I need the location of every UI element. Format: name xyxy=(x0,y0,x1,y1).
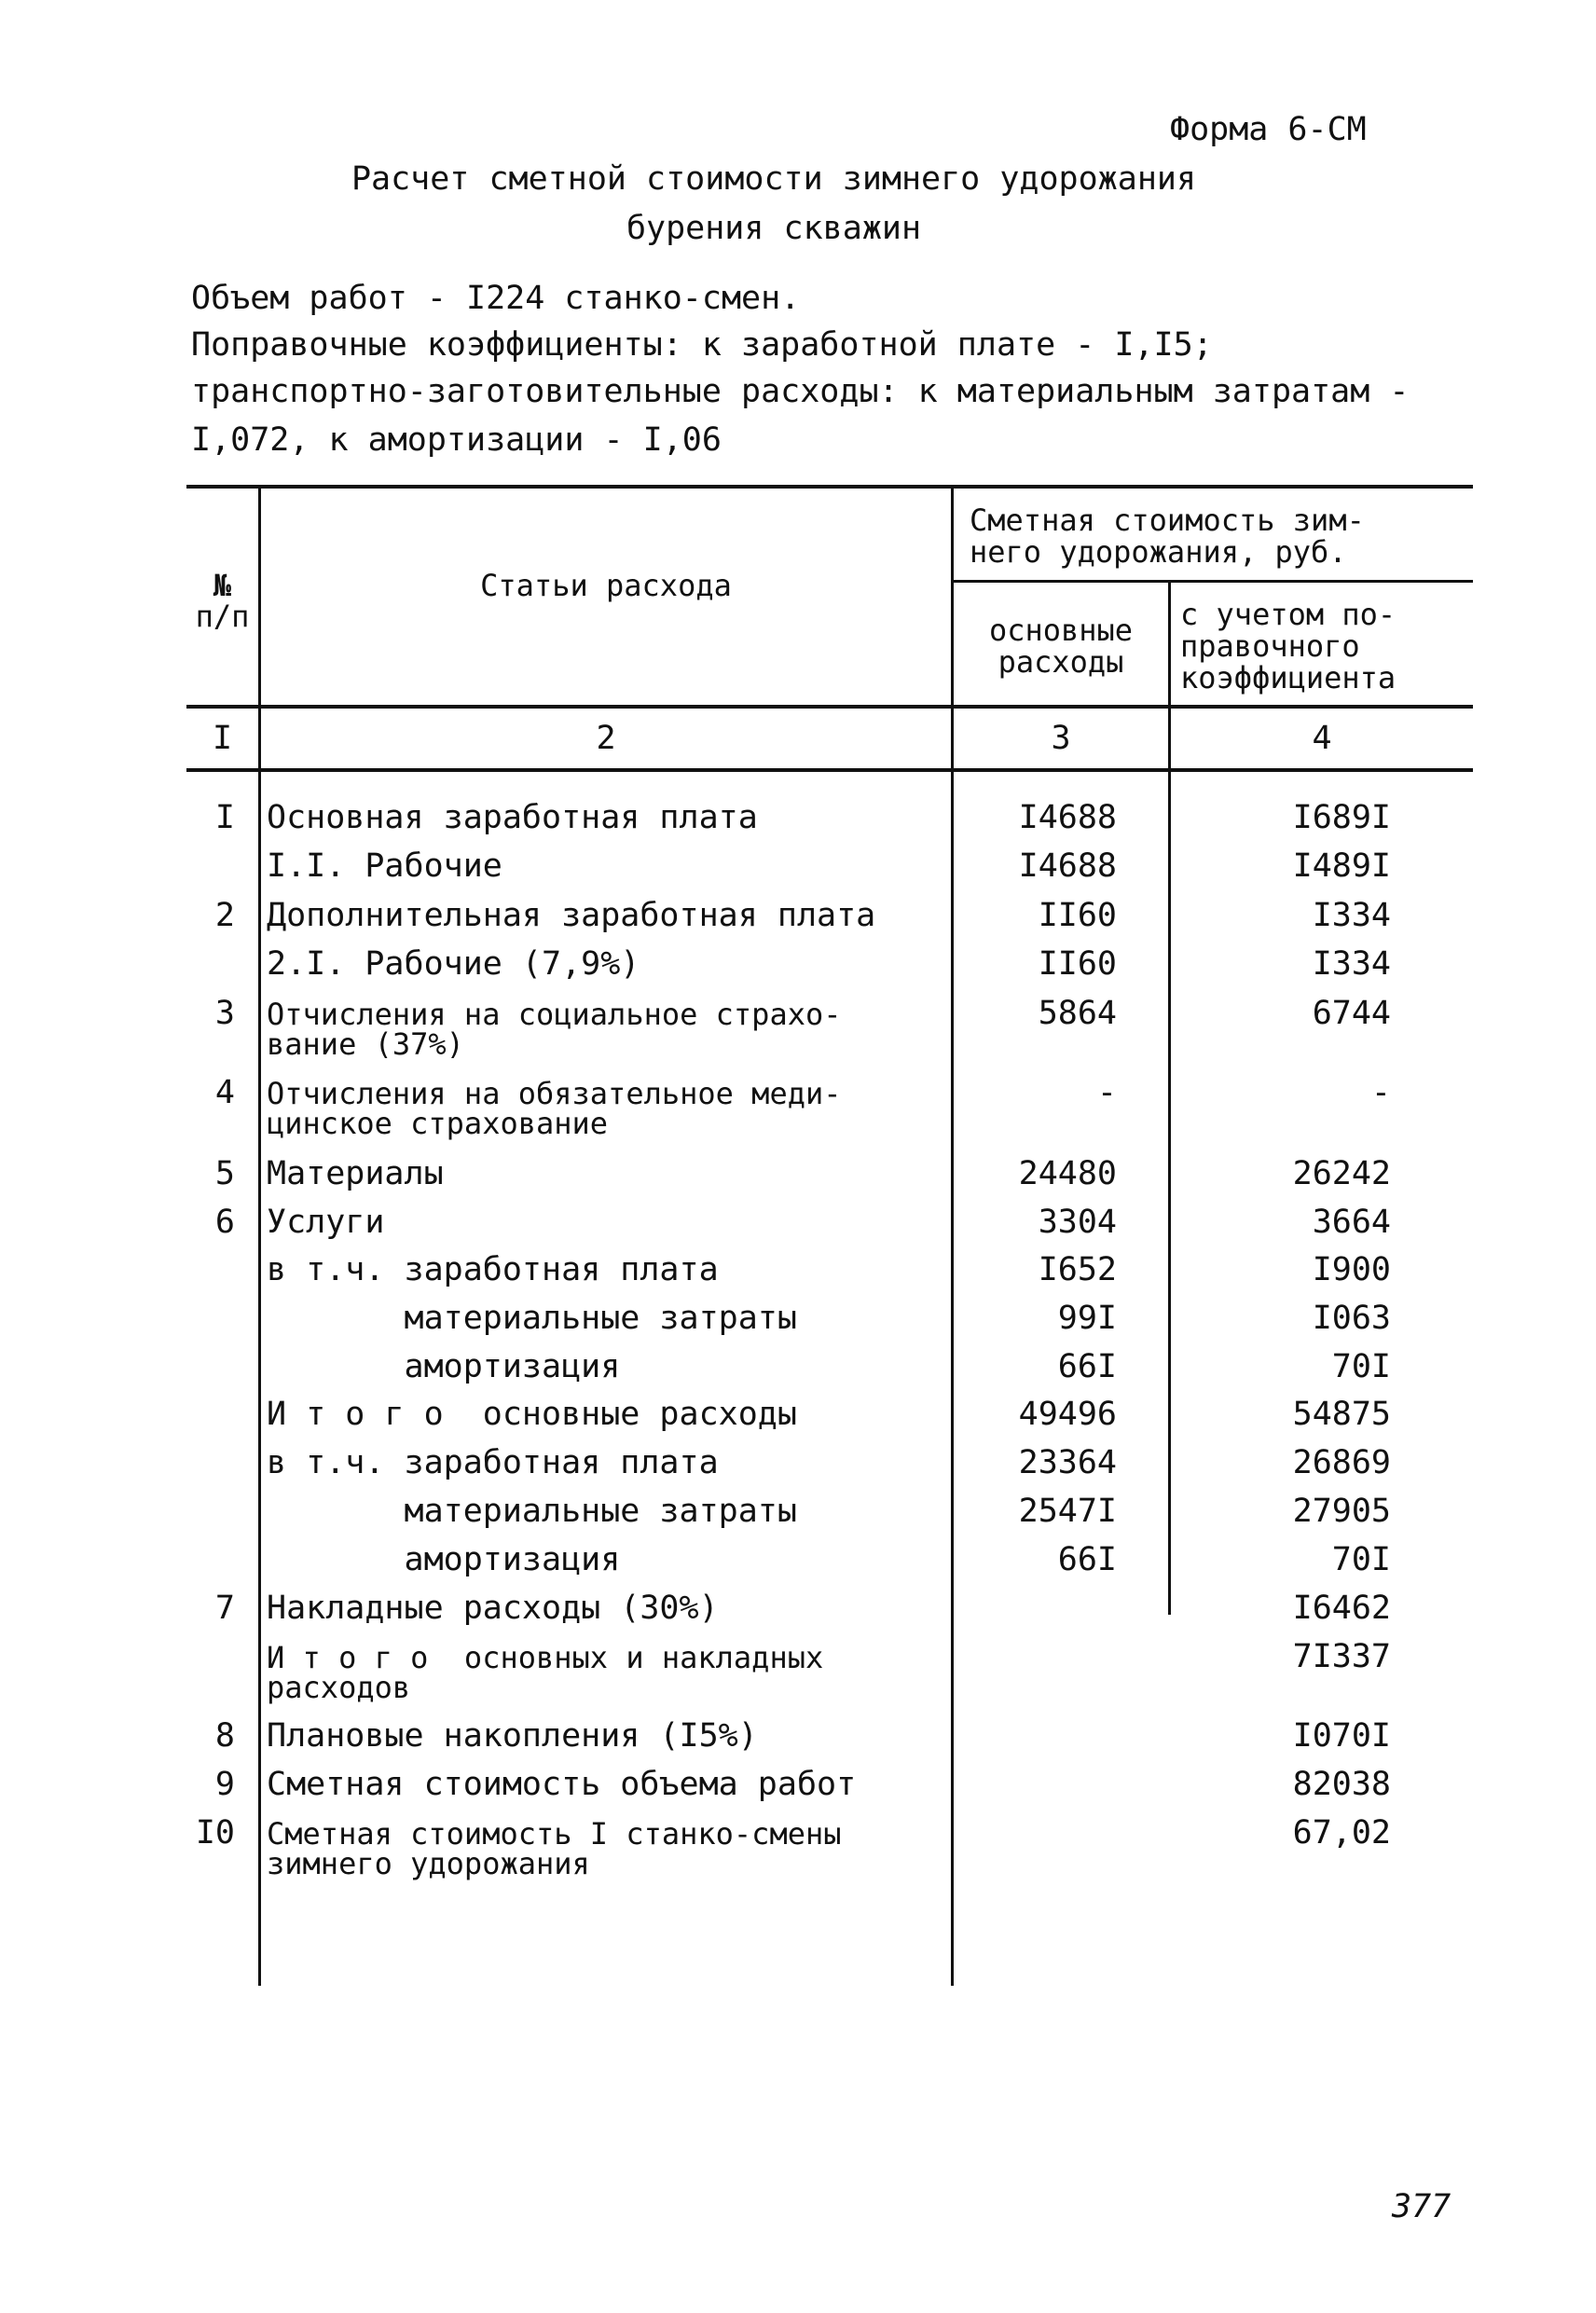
row-number: 9 xyxy=(214,1766,235,1803)
intro-line-3: транспортно-заготовительные расходы: к материальным затратам - xyxy=(191,373,1410,410)
group-header-rule xyxy=(953,580,1473,583)
cell-adjusted-cost: I489I xyxy=(1292,847,1391,885)
row-label: Сметная стоимость I станко-смены xyxy=(267,1816,842,1852)
row-number: 6 xyxy=(214,1204,235,1241)
cell-adjusted-cost: I334 xyxy=(1312,897,1391,934)
row-number: 8 xyxy=(214,1717,235,1755)
row-label-continued: расходов xyxy=(267,1670,411,1705)
cell-base-cost: - xyxy=(1096,1074,1117,1111)
row-number: I0 xyxy=(195,1814,235,1852)
row-number: I xyxy=(214,799,235,836)
row-label: материальные затраты xyxy=(267,1300,797,1337)
row-label: амортизация xyxy=(267,1348,621,1385)
row-label: в т.ч. заработная плата xyxy=(267,1251,719,1288)
cell-base-cost: 49496 xyxy=(1018,1396,1117,1433)
header-bottom-rule xyxy=(186,705,1473,709)
row-number: 2 xyxy=(214,897,235,934)
cell-adjusted-cost: 82038 xyxy=(1292,1766,1391,1803)
cell-base-cost: 99I xyxy=(1057,1300,1117,1337)
numbers-row-rule xyxy=(186,768,1473,772)
row-label-continued: цинское страхование xyxy=(267,1106,609,1141)
row-label: Отчисления на социальное страхо- xyxy=(267,997,842,1032)
row-label: Плановые накопления (I5%) xyxy=(267,1717,758,1755)
row-label: Отчисления на обязательное меди- xyxy=(267,1076,842,1111)
cell-base-cost: II60 xyxy=(1038,945,1117,983)
cell-base-cost: II60 xyxy=(1038,897,1117,934)
row-label: амортизация xyxy=(267,1541,621,1578)
row-label: Материалы xyxy=(267,1155,444,1192)
cell-adjusted-cost: 70I xyxy=(1331,1348,1391,1385)
header-cost-group-1: Сметная стоимость зим- xyxy=(970,503,1365,538)
title-line-1: Расчет сметной стоимости зимнего удорожания xyxy=(351,160,1197,198)
row-label-continued: вание (37%) xyxy=(267,1026,464,1062)
col-number-3: 3 xyxy=(1051,720,1071,757)
cell-adjusted-cost: I334 xyxy=(1312,945,1391,983)
header-col4-line3: коэффициента xyxy=(1180,660,1396,695)
header-num-pp: п/п xyxy=(195,599,250,634)
cell-base-cost: 23364 xyxy=(1018,1444,1117,1481)
table-top-rule xyxy=(186,485,1473,489)
row-number: 3 xyxy=(214,995,235,1032)
cell-adjusted-cost: I6462 xyxy=(1292,1590,1391,1627)
row-label: Накладные расходы (30%) xyxy=(267,1590,719,1627)
header-articles: Статьи расхода xyxy=(480,568,732,603)
cell-adjusted-cost: I900 xyxy=(1312,1251,1391,1288)
cell-base-cost: I652 xyxy=(1038,1251,1117,1288)
cell-adjusted-cost: 67,02 xyxy=(1292,1814,1391,1852)
cell-adjusted-cost: I070I xyxy=(1292,1717,1391,1755)
row-label: материальные затраты xyxy=(267,1493,797,1530)
row-label: Сметная стоимость объема работ xyxy=(267,1766,857,1803)
cell-adjusted-cost: 7I337 xyxy=(1292,1638,1391,1675)
cell-adjusted-cost: 26869 xyxy=(1292,1444,1391,1481)
header-col3-line2: расходы xyxy=(998,644,1124,680)
cell-base-cost: 66I xyxy=(1057,1541,1117,1578)
cell-adjusted-cost: - xyxy=(1370,1074,1391,1111)
row-label: Основная заработная плата xyxy=(267,799,758,836)
row-number: 7 xyxy=(214,1590,235,1627)
header-col4-line1: с учетом по- xyxy=(1180,597,1396,632)
col-divider-1 xyxy=(258,485,261,1986)
header-col3-line1: основные xyxy=(988,613,1134,648)
page-number: 377 xyxy=(1392,2188,1452,2225)
cell-adjusted-cost: 70I xyxy=(1331,1541,1391,1578)
cell-base-cost: 24480 xyxy=(1018,1155,1117,1192)
cell-base-cost: I4688 xyxy=(1018,799,1117,836)
header-num-sign: № xyxy=(213,568,232,603)
header-col4-line2: правочного xyxy=(1180,628,1360,664)
cell-adjusted-cost: I689I xyxy=(1292,799,1391,836)
col-number-1: I xyxy=(212,720,233,757)
intro-line-1: Объем работ - I224 станко-смен. xyxy=(191,280,801,317)
col-number-4: 4 xyxy=(1312,720,1332,757)
title-line-2: бурения скважин xyxy=(626,210,922,247)
row-label-continued: зимнего удорожания xyxy=(267,1846,590,1881)
col-number-2: 2 xyxy=(596,720,616,757)
row-label: 2.I. Рабочие (7,9%) xyxy=(267,945,640,983)
cell-adjusted-cost: 27905 xyxy=(1292,1493,1391,1530)
row-label: И т о г о основных и накладных xyxy=(267,1640,824,1675)
cell-adjusted-cost: I063 xyxy=(1312,1300,1391,1337)
intro-line-2: Поправочные коэффициенты: к заработной плате - I,I5; xyxy=(191,326,1213,364)
cell-base-cost: 66I xyxy=(1057,1348,1117,1385)
row-label: в т.ч. заработная плата xyxy=(267,1444,719,1481)
cell-base-cost: 5864 xyxy=(1038,995,1117,1032)
row-number: 5 xyxy=(214,1155,235,1192)
row-label: I.I. Рабочие xyxy=(267,847,502,885)
intro-line-4: I,072, к амортизации - I,06 xyxy=(191,421,722,459)
header-cost-group-2: него удорожания, руб. xyxy=(970,534,1347,570)
row-label: Услуги xyxy=(267,1204,385,1241)
cell-base-cost: I4688 xyxy=(1018,847,1117,885)
cell-adjusted-cost: 6744 xyxy=(1312,995,1391,1032)
row-label: И т о г о основные расходы xyxy=(267,1396,797,1433)
form-label: Форма 6-СМ xyxy=(1170,111,1367,148)
cell-base-cost: 3304 xyxy=(1038,1204,1117,1241)
cell-base-cost: 2547I xyxy=(1018,1493,1117,1530)
cell-adjusted-cost: 26242 xyxy=(1292,1155,1391,1192)
row-number: 4 xyxy=(214,1074,235,1111)
cell-adjusted-cost: 54875 xyxy=(1292,1396,1391,1433)
row-label: Дополнительная заработная плата xyxy=(267,897,876,934)
cell-adjusted-cost: 3664 xyxy=(1312,1204,1391,1241)
